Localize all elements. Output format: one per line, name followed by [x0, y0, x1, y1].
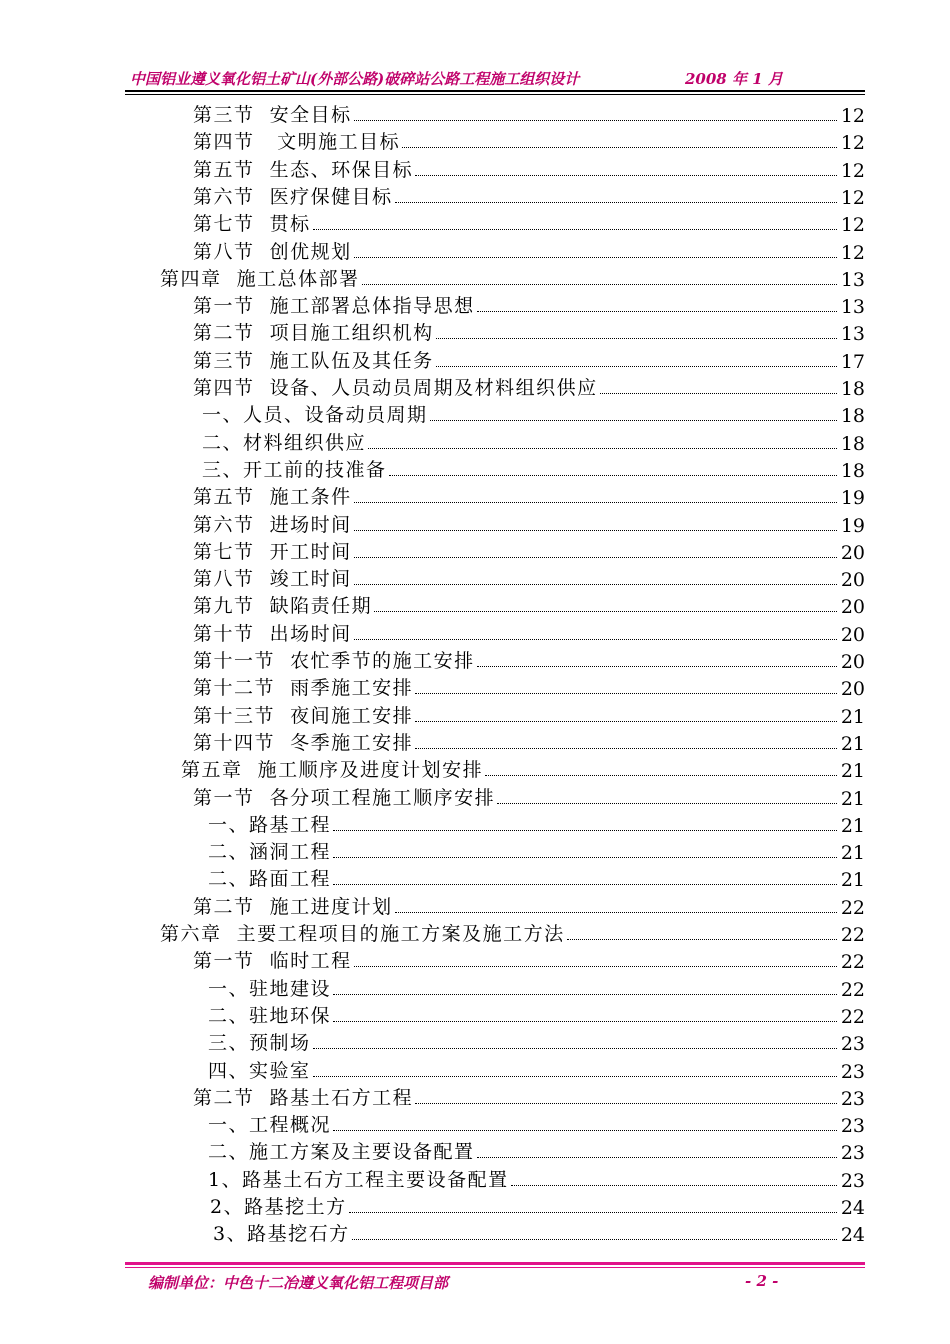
toc-entry-label: 一、人员、设备动员周期: [202, 404, 428, 427]
toc-entry[interactable]: [193, 591, 865, 618]
toc-leader-dots: [389, 474, 837, 476]
toc-entry[interactable]: [193, 291, 865, 318]
header-rule-thin: [125, 94, 865, 95]
toc-entry[interactable]: [193, 701, 865, 728]
toc-entry[interactable]: [193, 728, 865, 755]
toc-leader-dots: [354, 119, 837, 121]
toc-leader-dots: [333, 993, 837, 995]
toc-entry[interactable]: [193, 619, 865, 646]
toc-leader-dots: [436, 337, 837, 339]
toc-leader-dots: [415, 720, 837, 722]
toc-leader-dots: [349, 1211, 837, 1213]
toc-entry-page: 13: [840, 323, 865, 346]
toc-entry-page: 22: [840, 896, 865, 919]
toc-leader-dots: [395, 201, 837, 203]
toc-entry-page: 18: [840, 378, 865, 400]
toc-entry-page: 20: [840, 596, 865, 619]
toc-leader-dots: [477, 665, 837, 667]
toc-entry-label: 四、实验室: [208, 1059, 311, 1082]
header-title: 中国铝业遵义氧化铝土矿山(外部公路)破碎站公路工程施工组织设计: [130, 70, 580, 88]
toc-entry-page: 20: [840, 541, 865, 564]
toc-leader-dots: [333, 883, 837, 885]
toc-leader-dots: [313, 228, 837, 230]
toc-entry-label: 3、路基挖石方: [213, 1223, 350, 1246]
toc-entry-label: 第七节 贯标: [193, 213, 311, 236]
toc-entry[interactable]: [181, 755, 865, 782]
toc-entry-page: 23: [840, 1115, 865, 1138]
toc-entry-page: 22: [840, 951, 865, 974]
toc-entry[interactable]: [193, 318, 865, 345]
toc-entry-page: 12: [840, 132, 865, 155]
toc-leader-dots: [333, 829, 837, 831]
toc-entry[interactable]: [193, 646, 865, 673]
toc-leader-dots: [333, 856, 837, 858]
toc-entry-label: 第十一节 农忙季节的施工安排: [193, 650, 475, 672]
toc-entry-page: 23: [840, 1087, 865, 1110]
toc-entry[interactable]: [193, 1083, 865, 1110]
toc-entry-label: 第六节 医疗保健目标: [193, 185, 393, 208]
toc-entry-page: 17: [840, 350, 865, 373]
toc-entry[interactable]: [208, 864, 865, 891]
toc-entry-page: 23: [840, 1033, 865, 1056]
toc-entry-page: 22: [840, 924, 865, 946]
toc-entry-label: 第四章 施工总体部署: [160, 267, 360, 290]
toc-entry[interactable]: [208, 1056, 865, 1083]
page-header: [125, 68, 865, 90]
toc-entry-page: 18: [840, 459, 865, 482]
toc-entry-page: 21: [840, 732, 865, 755]
toc-leader-dots: [333, 1129, 837, 1131]
toc-leader-dots: [368, 447, 837, 449]
toc-entry[interactable]: [193, 346, 865, 373]
toc-entry-label: 第四节 文明施工目标: [193, 131, 401, 154]
toc-entry-page: 13: [840, 268, 865, 291]
toc-leader-dots: [511, 1184, 837, 1186]
toc-entry-label: 二、材料组织供应: [202, 431, 367, 454]
toc-leader-dots: [313, 1047, 837, 1049]
toc-entry-page: 22: [840, 1005, 865, 1028]
toc-entry[interactable]: [193, 182, 865, 209]
header-date: 2008 年 1 月: [685, 70, 783, 88]
toc-entry-page: 12: [840, 214, 865, 237]
toc-entry-label: 三、开工前的技准备: [202, 458, 387, 481]
toc-entry-page: 13: [840, 296, 865, 319]
toc-entry[interactable]: [208, 1137, 865, 1164]
toc-entry-label: 二、驻地环保: [208, 1004, 332, 1027]
footer-rule: [125, 1262, 865, 1265]
toc-entry-label: 第十三节 夜间施工安排: [193, 704, 414, 727]
toc-entry[interactable]: [160, 264, 865, 291]
toc-entry[interactable]: [193, 127, 865, 154]
toc-leader-dots: [313, 1075, 837, 1077]
toc-entry[interactable]: [193, 537, 865, 564]
toc-entry-label: 第八节 竣工时间: [193, 568, 352, 591]
toc-entry[interactable]: [193, 482, 865, 509]
toc-entry[interactable]: [202, 455, 865, 482]
toc-entry[interactable]: [208, 1110, 865, 1137]
toc-entry-label: 第二节 施工进度计划: [193, 895, 393, 918]
toc-leader-dots: [477, 310, 837, 312]
toc-leader-dots: [567, 938, 837, 940]
toc-entry[interactable]: [208, 810, 865, 837]
toc-leader-dots: [352, 1238, 837, 1240]
toc-entry-label: 第一节 临时工程: [193, 950, 352, 973]
toc-entry[interactable]: [193, 373, 865, 400]
toc-entry-label: 一、驻地建设: [208, 977, 332, 1000]
toc-leader-dots: [354, 529, 837, 531]
toc-entry-page: 18: [840, 432, 865, 455]
toc-entry-label: 第五节 施工条件: [193, 486, 352, 509]
toc-entry-page: 20: [840, 651, 865, 673]
toc-entry-label: 一、路基工程: [208, 813, 332, 836]
toc-entry-page: 23: [840, 1060, 865, 1083]
toc-entry[interactable]: [202, 428, 865, 455]
toc-entry-page: 24: [840, 1224, 865, 1247]
toc-leader-dots: [477, 1156, 837, 1158]
toc-leader-dots: [354, 638, 837, 640]
toc-entry[interactable]: [193, 100, 865, 127]
toc-entry-label: 第二节 路基土石方工程: [193, 1086, 414, 1109]
toc-leader-dots: [354, 256, 837, 258]
toc-entry-label: 一、工程概况: [208, 1114, 332, 1137]
toc-entry[interactable]: [160, 919, 865, 946]
toc-entry-label: 第一节 施工部署总体指导思想: [193, 295, 475, 318]
toc-entry-page: 19: [840, 487, 865, 510]
toc-leader-dots: [395, 911, 837, 913]
toc-entry-label: 二、涵洞工程: [208, 841, 332, 864]
toc-leader-dots: [362, 283, 837, 285]
toc-leader-dots: [354, 965, 837, 967]
toc-leader-dots: [415, 747, 837, 749]
toc-entry-page: 21: [840, 869, 865, 892]
toc-leader-dots: [415, 692, 837, 694]
toc-entry-page: 20: [840, 569, 865, 592]
toc-entry-page: 22: [840, 978, 865, 1001]
toc-leader-dots: [485, 774, 837, 776]
toc-entry-label: 第六节 进场时间: [193, 513, 352, 536]
toc-entry-page: 21: [840, 760, 865, 783]
toc-leader-dots: [415, 1102, 837, 1104]
toc-entry-page: 21: [840, 705, 865, 728]
toc-leader-dots: [600, 392, 837, 394]
toc-entry-label: 第十四节 冬季施工安排: [193, 731, 414, 754]
toc-entry-page: 12: [840, 105, 865, 127]
toc-entry-page: 21: [840, 842, 865, 865]
toc-entry[interactable]: [208, 837, 865, 864]
toc-leader-dots: [402, 146, 837, 148]
toc-entry-label: 第二节 项目施工组织机构: [193, 322, 434, 345]
toc-leader-dots: [354, 501, 837, 503]
toc-entry-label: 1、路基土石方工程主要设备配置: [208, 1168, 509, 1191]
toc-entry[interactable]: [213, 1219, 865, 1246]
toc-entry-label: 第三节 施工队伍及其任务: [193, 349, 434, 372]
toc-entry-page: 24: [840, 1197, 865, 1219]
toc-entry[interactable]: [208, 1028, 865, 1055]
toc-entry-page: 12: [840, 241, 865, 264]
toc-entry-page: 23: [840, 1142, 865, 1165]
toc-leader-dots: [374, 610, 837, 612]
page-number: - 2 -: [745, 1272, 779, 1290]
toc-entry-page: 18: [840, 405, 865, 428]
toc-entry[interactable]: [193, 946, 865, 973]
toc-entry[interactable]: [202, 400, 865, 427]
toc-entry-label: 三、预制场: [208, 1032, 311, 1055]
toc-entry-page: 19: [840, 514, 865, 537]
toc-entry-label: 第九节 缺陷责任期: [193, 595, 373, 618]
header-rule: [125, 90, 865, 92]
toc-entry-label: 第四节 设备、人员动员周期及材料组织供应: [193, 377, 598, 399]
toc-entry-label: 二、路面工程: [208, 868, 332, 891]
footer-rule-thin: [125, 1267, 865, 1268]
toc-leader-dots: [333, 1020, 837, 1022]
toc-entry-page: 20: [840, 623, 865, 646]
toc-entry[interactable]: [193, 564, 865, 591]
toc-entry-label: 第八节 创优规划: [193, 240, 352, 263]
toc-entry-label: 第六章 主要工程项目的施工方案及施工方法: [160, 923, 565, 945]
toc-leader-dots: [415, 174, 837, 176]
toc-entry-page: 20: [840, 678, 865, 701]
toc-entry-label: 第十二节 雨季施工安排: [193, 677, 414, 700]
toc-entry-page: 21: [840, 814, 865, 837]
toc-entry[interactable]: [193, 892, 865, 919]
toc-leader-dots: [354, 583, 837, 585]
toc-leader-dots: [430, 419, 837, 421]
toc-entry[interactable]: [193, 783, 865, 810]
toc-entry[interactable]: [193, 209, 865, 236]
toc-entry-label: 第三节 安全目标: [193, 104, 352, 126]
toc-entry[interactable]: [193, 237, 865, 264]
toc-entry[interactable]: [208, 1001, 865, 1028]
toc-entry[interactable]: [193, 155, 865, 182]
footer-unit: 编制单位：中色十二冶遵义氧化铝工程项目部: [148, 1274, 449, 1292]
toc-entry-label: 第一节 各分项工程施工顺序安排: [193, 786, 496, 809]
toc-entry-page: 21: [840, 787, 865, 810]
toc-entry-label: 二、施工方案及主要设备配置: [208, 1141, 475, 1164]
toc-entry-page: 12: [840, 186, 865, 209]
toc-entry-page: 12: [840, 159, 865, 182]
toc-leader-dots: [497, 802, 837, 804]
toc-entry[interactable]: [193, 673, 865, 700]
toc-entry-label: 第十节 出场时间: [193, 622, 352, 645]
toc-entry-page: 23: [840, 1169, 865, 1192]
toc-entry[interactable]: [208, 1165, 865, 1192]
toc-leader-dots: [354, 556, 837, 558]
toc-entry-label: 第五章 施工顺序及进度计划安排: [181, 759, 484, 782]
toc-entry-label: 2、路基挖土方: [210, 1196, 347, 1218]
toc-entry-label: 第七节 开工时间: [193, 540, 352, 563]
toc-entry[interactable]: [208, 974, 865, 1001]
toc-leader-dots: [436, 365, 837, 367]
toc-entry[interactable]: [210, 1192, 865, 1219]
toc-entry-label: 第五节 生态、环保目标: [193, 158, 414, 181]
toc-entry[interactable]: [193, 510, 865, 537]
